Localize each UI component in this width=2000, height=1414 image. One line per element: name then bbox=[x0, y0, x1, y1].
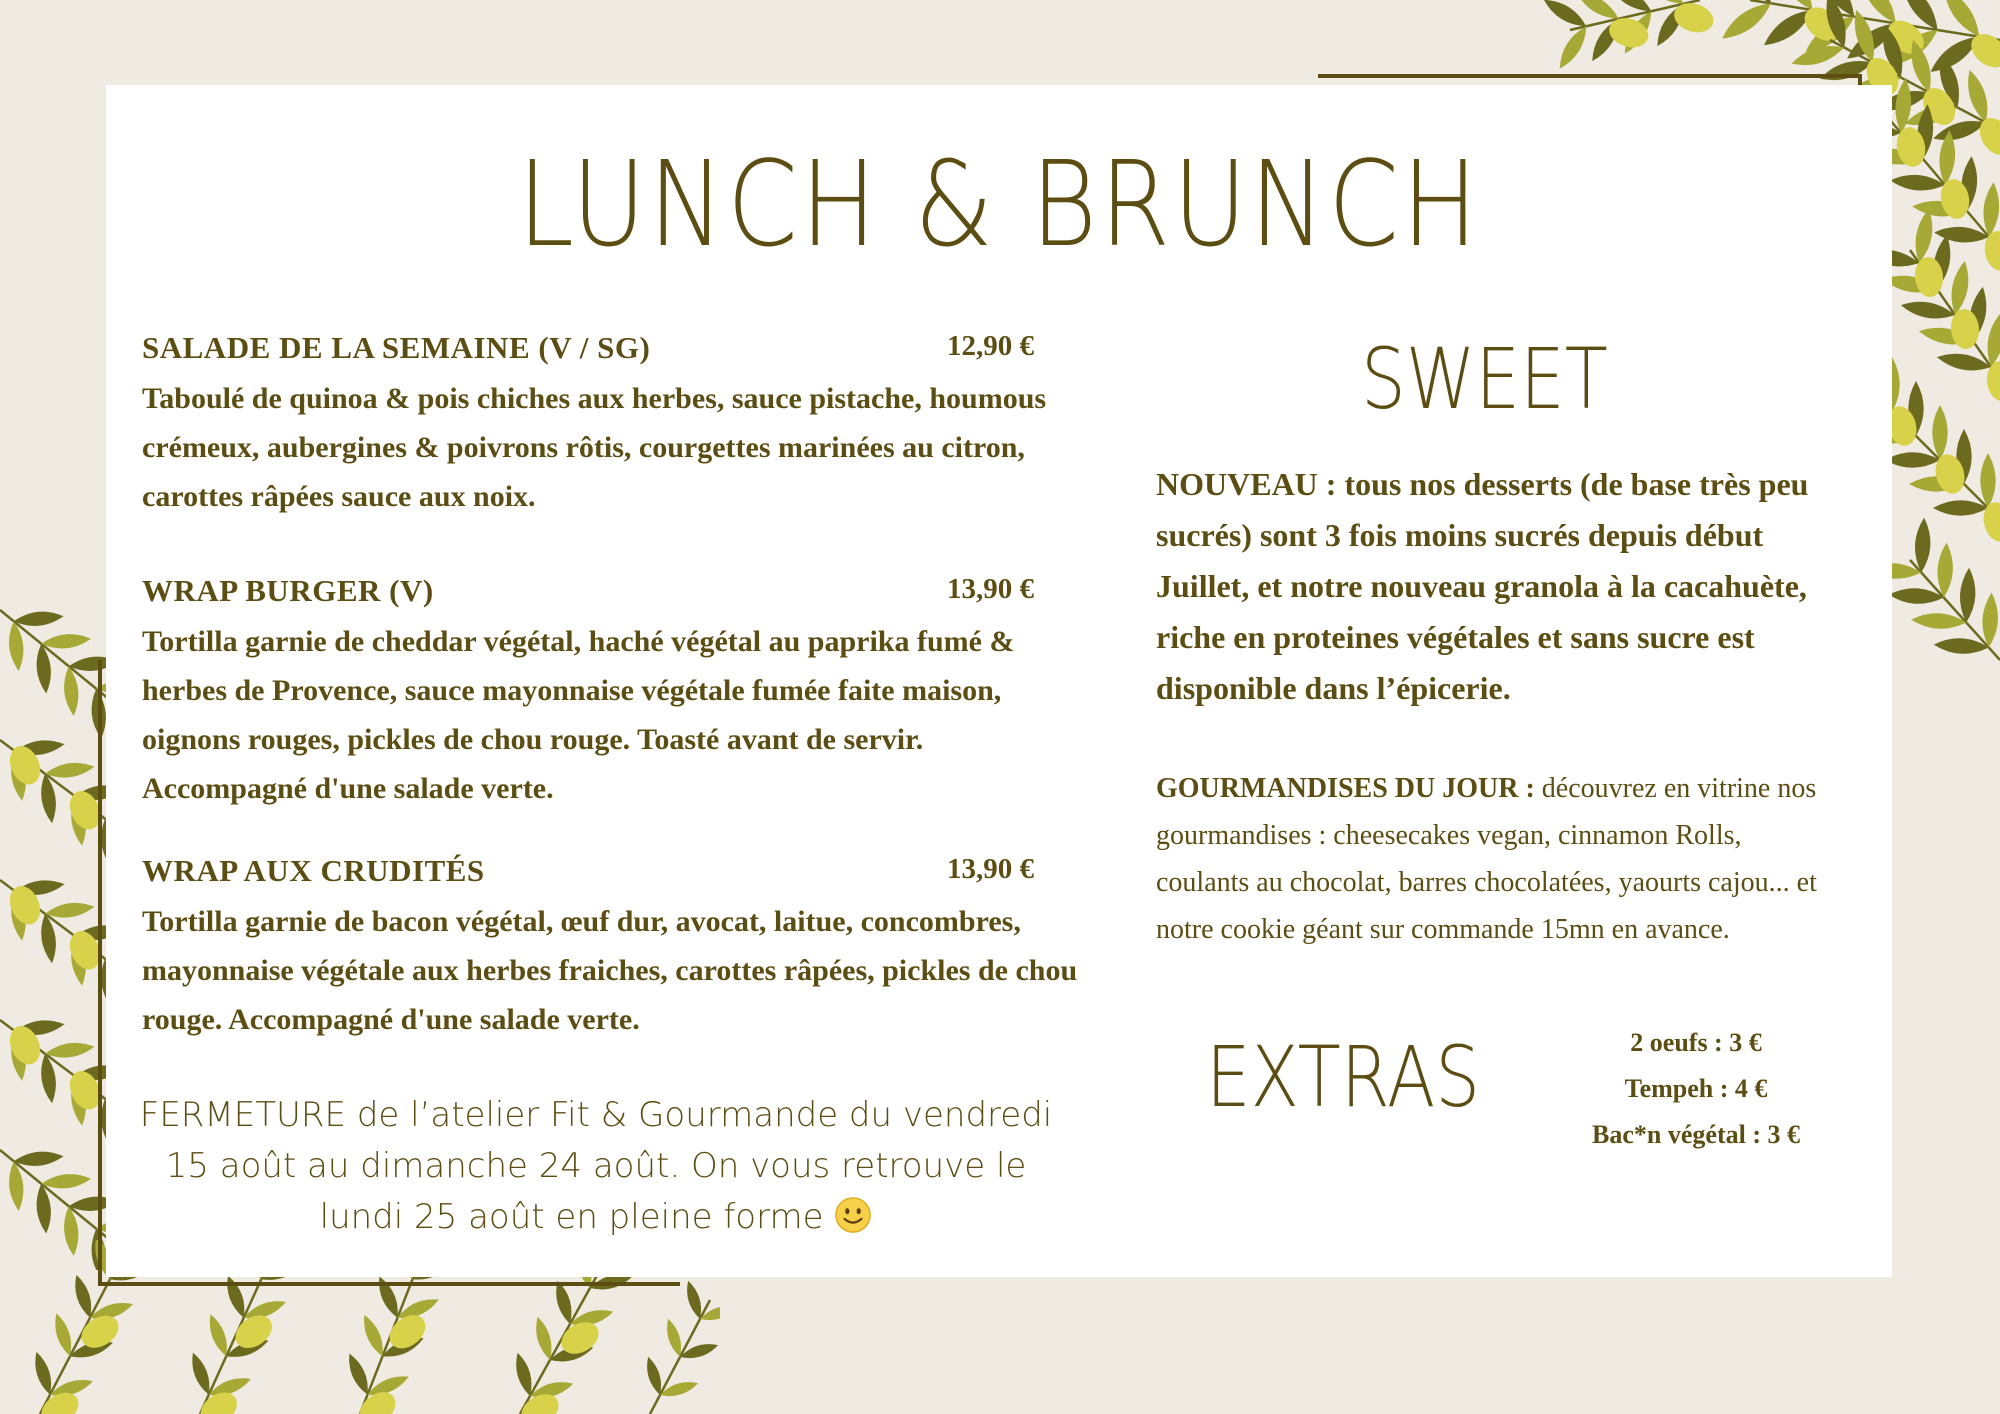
item-description: Tortilla garnie de cheddar végétal, haché végétal au paprika fumé & herbes de Provence, sauce mayonnaise végétale fumée faite maison, oignons rouges, pickles de chou rouge. Toasté avant de servir. Accompagné d'une salade verte. bbox=[142, 625, 1015, 805]
menu-card bbox=[106, 85, 1892, 1277]
sweet-nouveau-text: NOUVEAU : tous nos desserts (de base très peu sucrés) sont 3 fois moins sucrés depuis début Juillet, et notre nouveau granola à la cacahuète, riche en proteines végétales et sans sucre est disponible dans l’épicerie. bbox=[1156, 466, 1809, 706]
gourmandises-text bbox=[1156, 765, 1836, 953]
item-price: 12,90 € bbox=[947, 330, 1034, 362]
item-price: 13,90 € bbox=[947, 573, 1034, 605]
item-name: SALADE DE LA SEMAINE (V / SG) bbox=[142, 330, 651, 365]
closure-notice-text: FERMETURE de l’atelier Fit & Gourmande du vendredi 15 août au dimanche 24 août. On vous retrouve le lundi 25 août en pleine forme bbox=[139, 1095, 1053, 1237]
extras-item: Bac*n végétal : 3 € bbox=[1592, 1120, 1800, 1149]
extras-list bbox=[1536, 1020, 1856, 1158]
item-name: WRAP AUX CRUDITÉS bbox=[142, 853, 485, 888]
item-price: 13,90 € bbox=[947, 853, 1034, 885]
extras-item: 2 oeufs : 3 € bbox=[1630, 1028, 1762, 1057]
menu-item bbox=[142, 330, 1082, 521]
closure-notice bbox=[136, 1090, 1056, 1243]
item-description: Taboulé de quinoa & pois chiches aux herbes, sauce pistache, houmous crémeux, aubergines & poivrons rôtis, courgettes marinées au citron, carottes râpées sauce aux noix. bbox=[142, 382, 1047, 513]
gourmandises-description: découvrez en vitrine nos gourmandises : cheesecakes vegan, cinnamon Rolls, coulants au chocolat, barres chocolatées, yaourts cajou... et notre cookie géant sur commande 15mn en avance. bbox=[1156, 773, 1817, 945]
sweet-section-title: SWEET bbox=[1361, 330, 1608, 428]
item-description: Tortilla garnie de bacon végétal, œuf dur, avocat, laitue, concombres, mayonnaise végétale aux herbes fraiches, carottes râpées, pickles de chou rouge. Accompagné d'une salade verte. bbox=[142, 905, 1078, 1036]
menu-item bbox=[142, 853, 1082, 1044]
extras-section-title: EXTRAS bbox=[1206, 1028, 1481, 1126]
gourmandises-label: GOURMANDISES DU JOUR : bbox=[1156, 773, 1535, 804]
menu-title: LUNCH & BRUNCH bbox=[517, 135, 1481, 273]
smiley-emoji-icon bbox=[834, 1196, 872, 1234]
extras-item: Tempeh : 4 € bbox=[1624, 1074, 1768, 1103]
menu-item bbox=[142, 573, 1082, 813]
item-name: WRAP BURGER (V) bbox=[142, 573, 434, 608]
